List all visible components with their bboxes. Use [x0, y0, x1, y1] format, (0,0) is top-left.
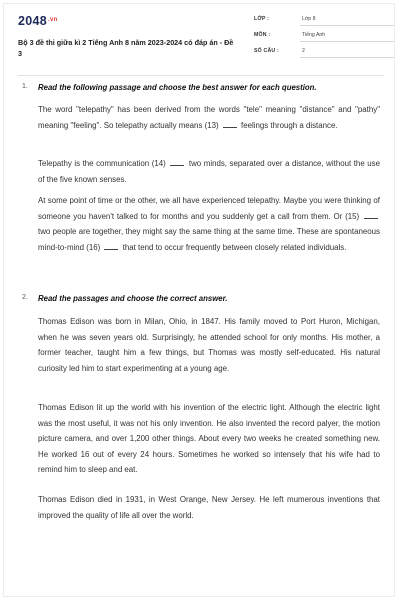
divider [300, 41, 394, 42]
answer-blank [170, 157, 184, 166]
answer-blank [223, 119, 237, 128]
meta-value: Tiếng Anh [302, 32, 326, 38]
header-divider [18, 75, 384, 76]
passage-paragraph: Thomas Edison died in 1931, in West Orange, New Jersey. He left mumerous inventions that improved the quality of life all over the world. [38, 495, 380, 520]
meta-value: Lớp 8 [302, 16, 316, 22]
document-title: Bộ 3 đề thi giữa kì 2 Tiếng Anh 8 năm 2023-2024 có đáp án - Đề 3 [18, 38, 234, 58]
meta-label: LỚP : [254, 16, 270, 22]
meta-label: SỐ CÂU : [254, 48, 279, 54]
answer-blank [364, 210, 378, 219]
question-number: 2. [22, 294, 28, 301]
header [18, 14, 384, 72]
site-logo[interactable]: $2048^{.vn}$ [18, 14, 58, 28]
question-instruction: Read the following passage and choose the best answer for each question. [38, 83, 317, 92]
meta-class-row [254, 16, 394, 28]
passage-paragraph: Thomas Edison was born in Milan, Ohio, in 1847. His family moved to Port Huron, Michigan, when he was seven years old. Surprisingly, he attended school for only months. His mother, a former teacher, taught him a few things, but Thomas was mostly self-educated. His natural curiosity led him to start experimenting at a young age. [38, 317, 380, 373]
question-number: 1. [22, 83, 28, 90]
passage-paragraph: Thomas Edison lit up the world with his invention of the electric light. Although the electric light was the most useful, it was not his only invention. He also invented the record palyer, the motion picture camera, and over 1,200 other things. About every two weeks he created something new. He worked 16 out of every 24 hours. Sometimes he worked so intensely that his wife had to remind him to sleep and eat. [38, 403, 380, 474]
meta-subject-row [254, 32, 394, 44]
passage-paragraph: The word "telepathy" has been derived from the words "tele" meaning "distance" and "pathy" meaning "feeling". So telepathy actually means (13) feelings through a distance. [38, 105, 380, 130]
divider [300, 57, 394, 58]
meta-count-row [254, 48, 394, 60]
answer-blank [104, 241, 118, 250]
passage-paragraph: At some point of time or the other, we all have experienced telepathy. Maybe you were thinking of someone you haven't talked to for months and you suddenly get a call from them. Or (15) two people are together, they might say the same thing at the same time. These are spontaneous mind-to-mind (16) that tend to occur frequently between closely related individuals. [38, 196, 380, 252]
passage-paragraph: Telepathy is the communication (14) two minds, separated over a distance, without the use of the five known senses. [38, 159, 380, 184]
divider [300, 25, 394, 26]
meta-label: MÔN : [254, 32, 271, 38]
question-instruction: Read the passages and choose the correct answer. [38, 294, 228, 303]
meta-value: 2 [302, 48, 305, 54]
